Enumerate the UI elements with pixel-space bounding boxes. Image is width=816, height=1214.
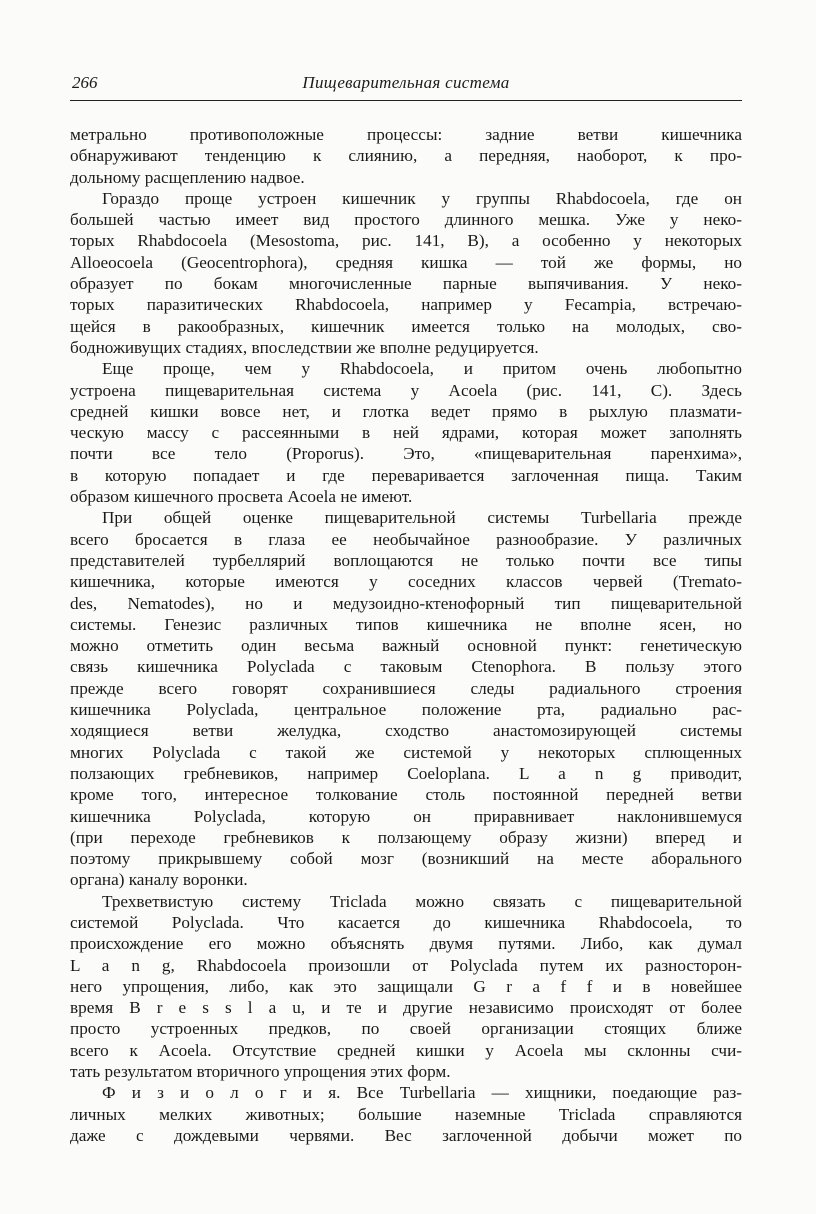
- paragraph: [70, 188, 742, 358]
- text-line: почти все тело (Proporus). Это, «пищеварительная паренхима»,: [70, 444, 742, 464]
- text-line: тать результатом вторичного упрощения этих форм.: [70, 1062, 451, 1082]
- paragraph: [70, 891, 742, 1083]
- text-line: многих Polyclada с такой же системой у некоторых сплющенных: [70, 742, 742, 762]
- text-line: щейся в ракообразных, кишечник имеется только на молодых, сво-: [70, 316, 742, 336]
- text-line: прежде всего говорят сохранившиеся следы радиального строения: [70, 678, 742, 698]
- text-line: (при переходе гребневиков к ползающему образу жизни) вперед и: [70, 827, 742, 847]
- text-line: просто устроенных предков, по своей организации стоящих ближе: [70, 1019, 742, 1039]
- text-line: обнаруживают тенденцию к слиянию, а передняя, наоборот, к про-: [70, 146, 742, 166]
- text-line: кишечника Polyclada, центральное положение рта, радиально рас-: [70, 700, 742, 720]
- body-text: [70, 124, 742, 1146]
- text-line: системой Polyclada. Что касается до кишечника Rhabdocoela, то: [70, 912, 742, 932]
- paragraph: [70, 507, 742, 890]
- text-line: можно отметить один весьма важный основной пункт: генетическую: [70, 636, 742, 656]
- text-line: него упрощения, либо, как это защищали G r a f f и в новейшее: [70, 976, 742, 996]
- text-line: в которую попадает и где переваривается заглоченная пища. Таким: [70, 465, 742, 485]
- text-line: При общей оценке пищеварительной системы Turbellaria прежде: [102, 508, 742, 528]
- text-line: личных мелких животных; большие наземные Triclada справляются: [70, 1104, 742, 1124]
- text-line: поэтому прикрывшему собой мозг (возникший на месте аборального: [70, 849, 742, 869]
- text-line: всего бросается в глаза ее необычайное разнообразие. У различных: [70, 529, 742, 549]
- text-line: L a n g, Rhabdocoela произошли от Polyclada путем их разносторон-: [70, 955, 742, 975]
- text-line: ческую массу с рассеянными в ней ядрами, которая может заполнять: [70, 423, 742, 443]
- text-line: ходящиеся ветви желудка, сходство анастомозирующей системы: [70, 721, 742, 741]
- text-line: Ф и з и о л о г и я. Все Turbellaria — хищники, поедающие раз-: [102, 1083, 742, 1103]
- text-line: связь кишечника Polyclada с таковым Ctenophora. В пользу этого: [70, 657, 742, 677]
- paragraph: [70, 358, 742, 507]
- text-line: образом кишечного просвета Acoela не имеют.: [70, 487, 413, 507]
- text-line: дольному расщеплению надвое.: [70, 167, 305, 187]
- text-line: даже с дождевыми червями. Вес заглоченной добычи может по: [70, 1125, 742, 1145]
- text-line: органа) каналу воронки.: [70, 870, 248, 890]
- text-line: образует по бокам многочисленные парные выпячивания. У неко-: [70, 274, 742, 294]
- page-number: 266: [72, 73, 98, 92]
- text-line: системы. Генезис различных типов кишечника не вполне ясен, но: [70, 614, 742, 634]
- text-line: ползающих гребневиков, например Coeloplana. L a n g приводит,: [70, 763, 742, 783]
- text-line: Гораздо проще устроен кишечник у группы Rhabdocoela, где он: [102, 188, 742, 208]
- text-line: кишечника, которые имеются у соседних классов червей (Tremato-: [70, 572, 742, 592]
- text-line: устроена пищеварительная система у Acoela (рис. 141, C). Здесь: [70, 380, 742, 400]
- text-line: Alloeocoela (Geocentrophora), средняя кишка — той же формы, но: [70, 252, 742, 272]
- text-line: всего к Acoela. Отсутствие средней кишки у Acoela мы склонны счи-: [70, 1040, 742, 1060]
- text-line: время B r e s s l a u, и те и другие независимо происходят от более: [70, 998, 742, 1018]
- text-line: кроме того, интересное толкование столь постоянной передней ветви: [70, 785, 742, 805]
- text-line: кишечника Polyclada, которую он приравнивает наклонившемуся: [70, 806, 742, 826]
- page-header: [70, 70, 742, 101]
- text-line: представителей турбеллярий воплощаются не только почти все типы: [70, 550, 742, 570]
- text-line: торых паразитических Rhabdocoela, например у Fecampia, встречаю-: [70, 295, 742, 315]
- text-line: метрально противоположные процессы: задние ветви кишечника: [70, 125, 742, 144]
- text-line: большей частью имеет вид простого длинного мешка. Уже у неко-: [70, 210, 742, 230]
- paragraph: [70, 1082, 742, 1146]
- text-line: Еще проще, чем у Rhabdocoela, и притом очень любопытно: [102, 359, 742, 379]
- text-line: Трехветвистую систему Triclada можно связать с пищеварительной: [102, 891, 742, 911]
- text-line: торых Rhabdocoela (Mesostoma, рис. 141, B), а особенно у некоторых: [70, 231, 742, 251]
- running-title: Пищеварительная система: [302, 73, 510, 92]
- paragraph: [70, 124, 742, 188]
- text-line: бодноживущих стадиях, впоследствии же вполне редуцируется.: [70, 337, 539, 357]
- text-line: средней кишки вовсе нет, и глотка ведет прямо в рыхлую плазмати-: [70, 401, 742, 421]
- text-line: происхождение его можно объяснять двумя путями. Либо, как думал: [70, 934, 742, 954]
- text-line: des, Nematodes), но и медузоидно-ктенофорный тип пищеварительной: [70, 593, 742, 613]
